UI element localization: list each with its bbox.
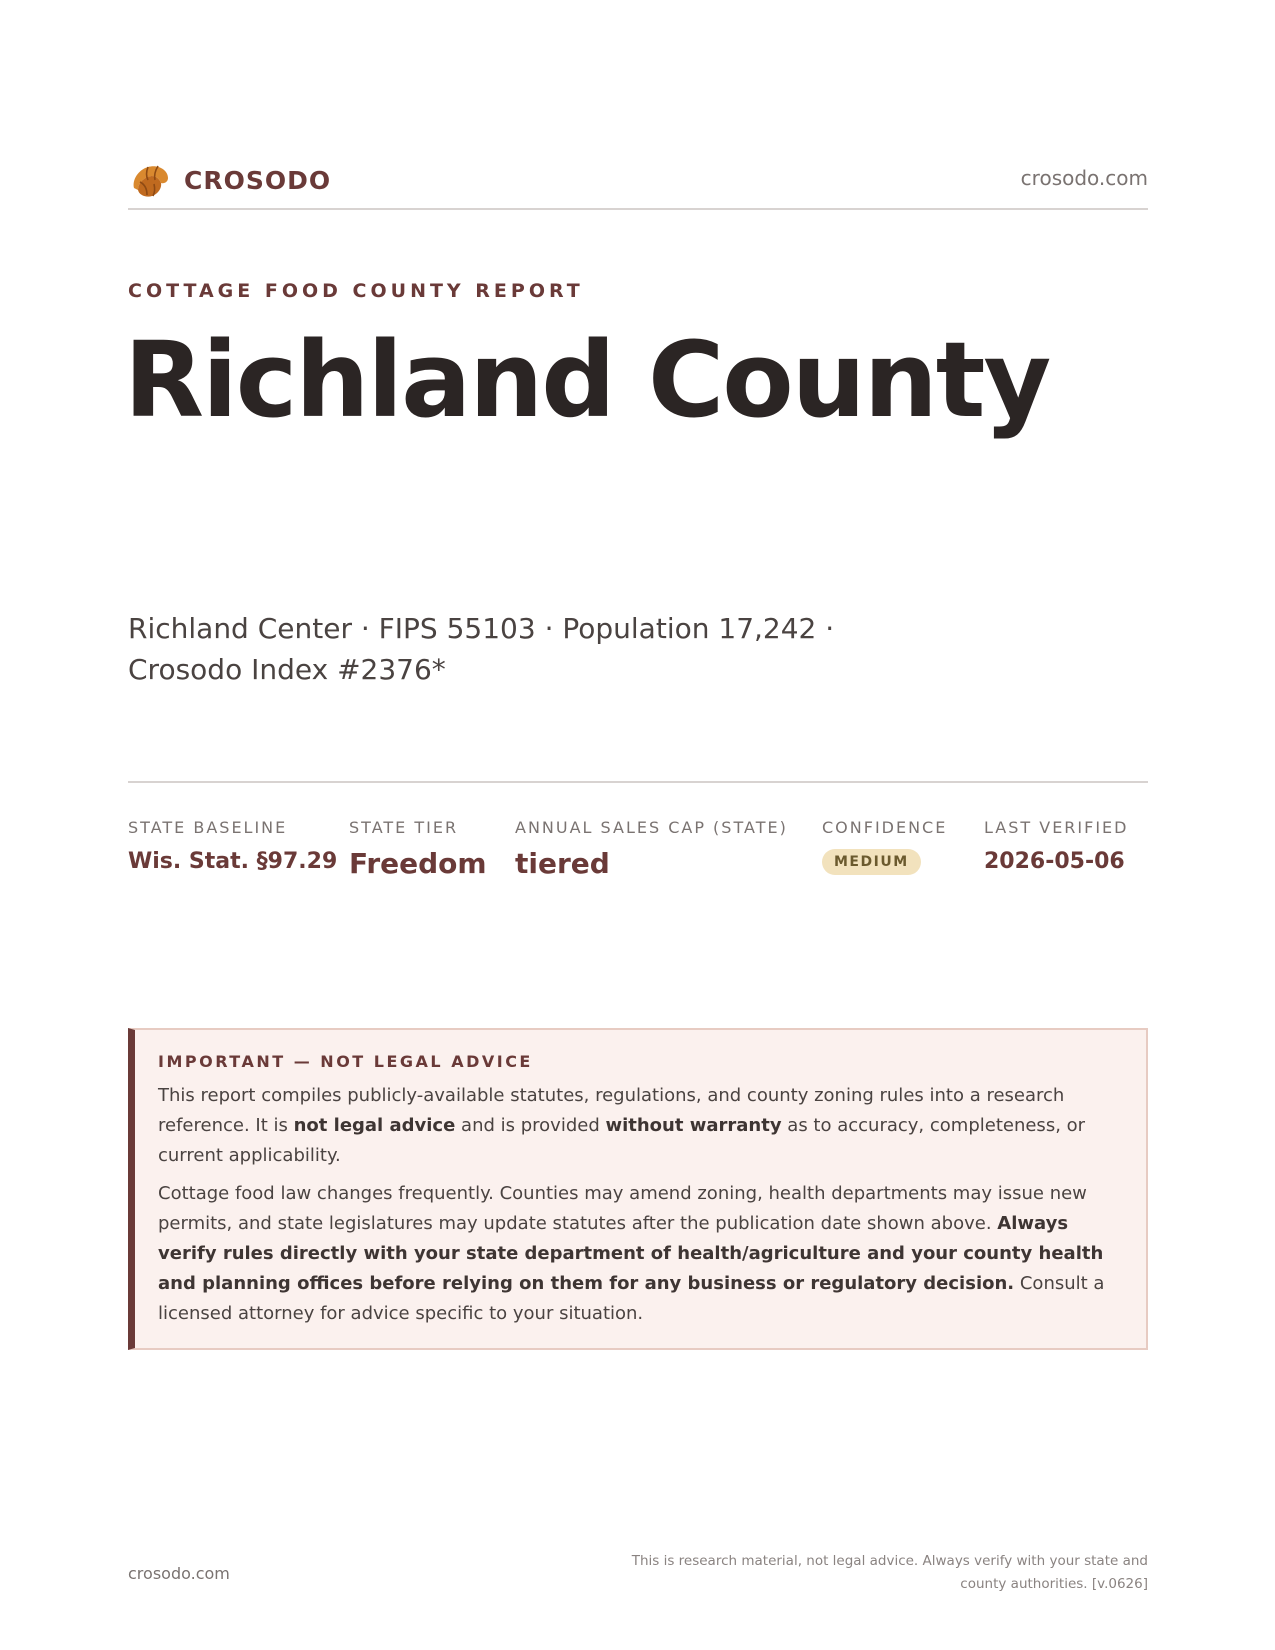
stat-label: ANNUAL SALES CAP (STATE) — [515, 818, 788, 837]
footer-disclaimer: This is research material, not legal advice. Always verify with your state and county authorities. [v.0626] — [631, 1553, 1148, 1592]
page-header — [128, 158, 1148, 210]
notice-paragraph-2 — [158, 1179, 1120, 1329]
page-title: Richland County — [124, 319, 1050, 441]
site-link[interactable]: crosodo.com — [1020, 166, 1148, 190]
stats-row — [128, 818, 1148, 908]
stat-last-verified — [984, 818, 1128, 874]
notice-text: as to accuracy, completeness, or current applicability. — [158, 1115, 1086, 1166]
notice-emphasis: Always verify rules directly with your state department of health/agriculture and your county health and planning offices before relying on them for any business or regulatory decision. — [158, 1213, 1104, 1294]
brand[interactable] — [128, 158, 331, 202]
stat-label: CONFIDENCE — [822, 818, 948, 837]
stat-label: STATE BASELINE — [128, 818, 288, 837]
stat-value: 2026-05-06 — [984, 849, 1125, 874]
stat-value: tiered — [515, 847, 610, 880]
notice-heading: IMPORTANT — NOT LEGAL ADVICE — [158, 1052, 533, 1071]
notice-text: Cottage food law changes frequently. Counties may amend zoning, health departments may issue new permits, and state legislatures may update statutes after the publication date shown above. — [158, 1183, 1087, 1234]
stat-confidence — [822, 818, 947, 875]
brand-name: CROSODO — [184, 165, 332, 195]
stat-label: LAST VERIFIED — [984, 818, 1129, 837]
notice-emphasis: not legal advice — [293, 1115, 456, 1136]
legal-notice — [128, 1028, 1148, 1350]
footer-site-link[interactable]: crosodo.com — [128, 1564, 230, 1583]
report-eyebrow: COTTAGE FOOD COUNTY REPORT — [128, 280, 584, 302]
croissant-icon — [128, 158, 172, 202]
notice-emphasis: without warranty — [605, 1115, 782, 1136]
stat-state-tier — [349, 818, 487, 880]
notice-paragraph-1 — [158, 1081, 1120, 1171]
confidence-badge: MEDIUM — [822, 849, 921, 875]
stat-value: Freedom — [349, 847, 487, 880]
report-page — [124, 0, 1148, 1650]
stat-label: STATE TIER — [349, 818, 459, 837]
section-divider — [128, 781, 1148, 783]
stat-state-baseline — [128, 818, 337, 874]
notice-text: Consult a licensed attorney for advice specific to your situation. — [158, 1273, 1105, 1324]
county-subtitle: Richland Center · FIPS 55103 · Population 17,242 · Crosodo Index #2376* — [128, 612, 835, 686]
notice-text: This report compiles publicly-available statutes, regulations, and county zoning rules into a research reference. It is — [158, 1085, 1065, 1136]
notice-text: and is provided — [455, 1115, 606, 1136]
stat-annual-sales-cap — [515, 818, 788, 880]
stat-value: Wis. Stat. §97.29 — [128, 849, 338, 874]
